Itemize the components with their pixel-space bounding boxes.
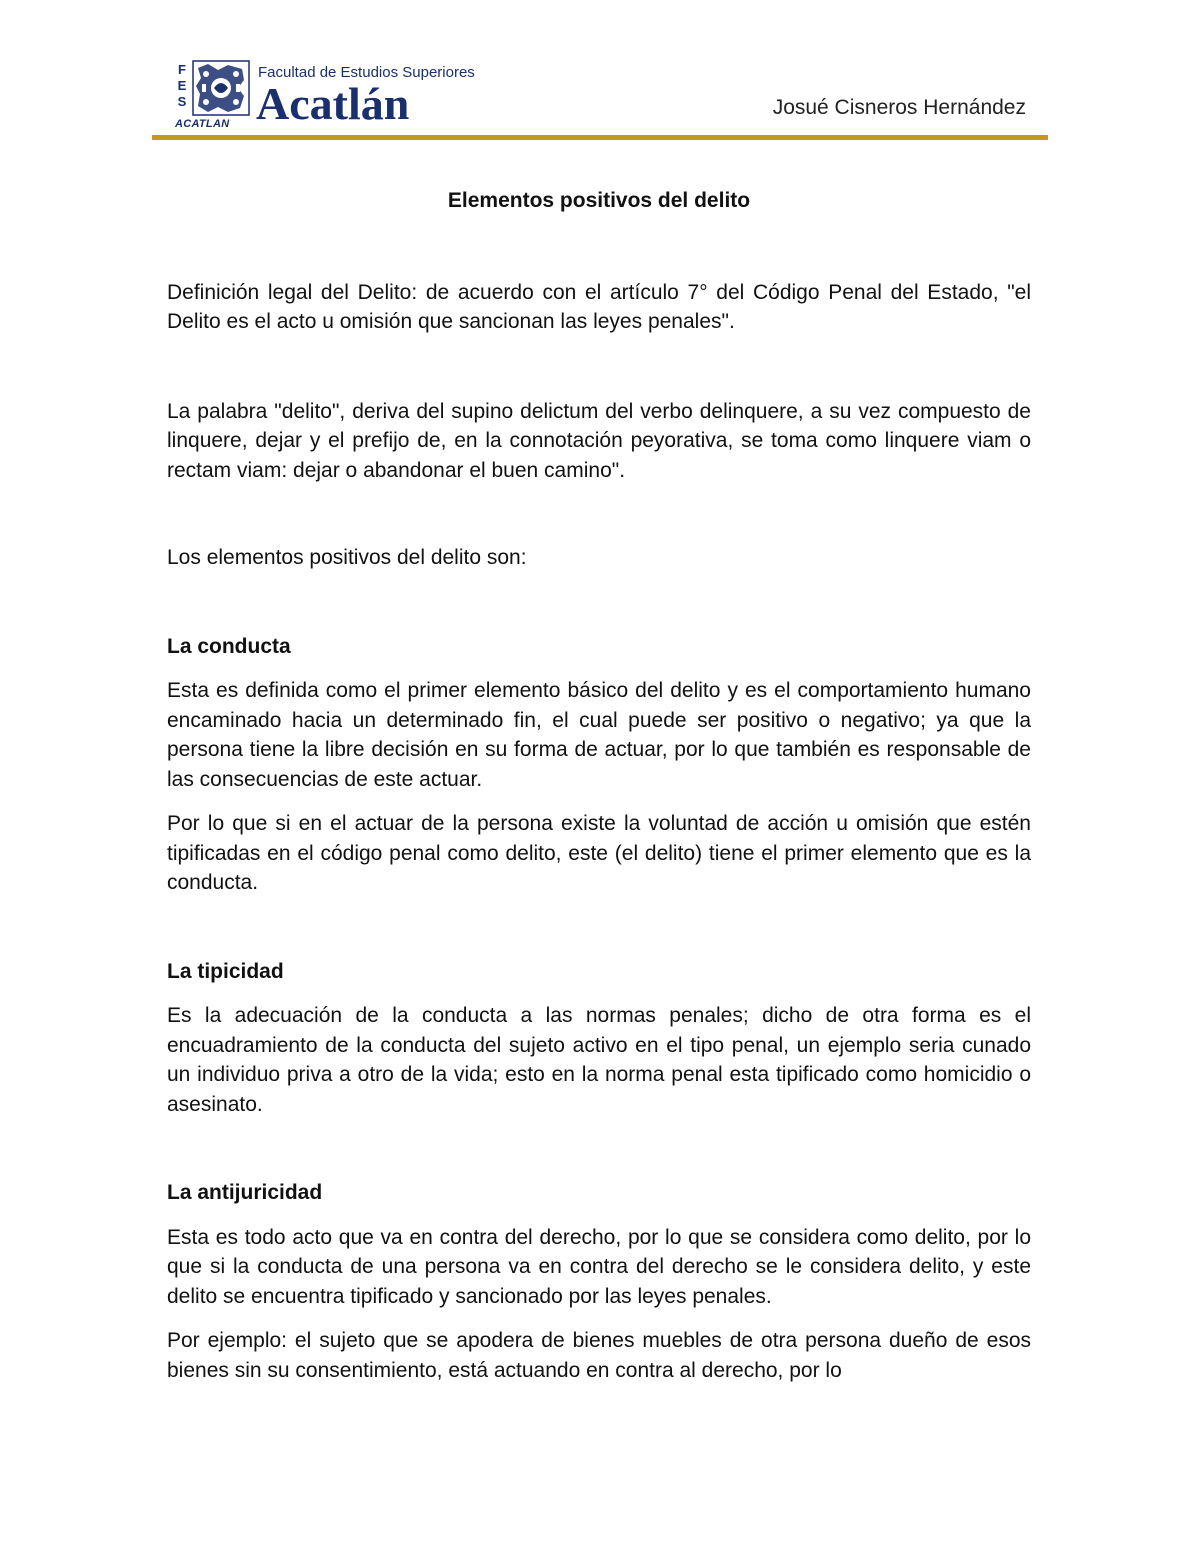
section-heading-tipicidad: La tipicidad	[167, 959, 284, 983]
antijuricidad-paragraph: Por ejemplo: el sujeto que se apodera de bienes muebles de otra persona dueño de esos bienes sin su consentimiento, está actuando en contra al derecho, por lo	[167, 1329, 1031, 1382]
faculty-logo	[172, 58, 475, 132]
faculty-name: Facultad de Estudios Superiores	[258, 64, 475, 81]
fes-letter-e: E	[177, 78, 187, 93]
section-heading-antijuricidad: La antijuricidad	[167, 1181, 323, 1204]
conducta-paragraph: Esta es definida como el primer elemento básico del delito y es el comportamiento humano encaminado hacia un determinado fin, el cual puede ser positivo o negativo; ya que la persona tiene la libre decisión en su forma de actuar, por lo que también es responsable de las consecuencias de este actuar.	[167, 679, 1031, 791]
document-body	[167, 186, 1031, 1385]
author-name: Josué Cisneros Hernández	[772, 96, 1026, 119]
page-header	[152, 52, 1048, 138]
fes-letter-f: F	[178, 62, 186, 77]
fes-letter-s: S	[177, 94, 187, 109]
section-heading-conducta: La conducta	[167, 634, 291, 658]
tipicidad-paragraph: Es la adecuación de la conducta a las normas penales; dicho de otra forma es el encuadramiento de la conducta del sujeto activo en el tipo penal, un ejemplo seria cunado un individuo priva a otro de la vida; esto en la norma penal esta tipificado como homicidio o asesinato.	[167, 1004, 1031, 1116]
conducta-paragraph: Por lo que si en el actuar de la persona existe la voluntad de acción u omisión que estén tipificadas en el código penal como delito, este (el delito) tiene el primer elemento que es la conducta.	[167, 812, 1031, 894]
etymology-paragraph: La palabra "delito", deriva del supino delictum del verbo delinquere, a su vez compuesto de linquere, dejar y el prefijo de, en la connotación peyorativa, se toma como linquere viam o rectam viam: dejar o abandonar el buen camino".	[167, 399, 1031, 482]
document-title: Elementos positivos del delito	[447, 189, 751, 212]
fes-vertical-letters	[176, 62, 188, 110]
elements-intro-paragraph: Los elementos positivos del delito son:	[167, 546, 527, 569]
antijuricidad-paragraph: Esta es todo acto que va en contra del derecho, por lo que se considera como delito, por lo que si la conducta de una persona va en contra del derecho se le considera delito, y este delito se encuentra tipificado y sancionado por las leyes penales.	[167, 1225, 1031, 1308]
logo-caption: ACATLAN	[175, 118, 230, 130]
legal-definition-paragraph: Definición legal del Delito: de acuerdo con el artículo 7° del Código Penal del Estado, "el Delito es el acto u omisión que sancionan las leyes penales".	[167, 280, 1031, 333]
campus-name: Acatlán	[256, 78, 410, 129]
header-divider	[152, 135, 1048, 140]
university-crest-icon	[192, 60, 250, 116]
